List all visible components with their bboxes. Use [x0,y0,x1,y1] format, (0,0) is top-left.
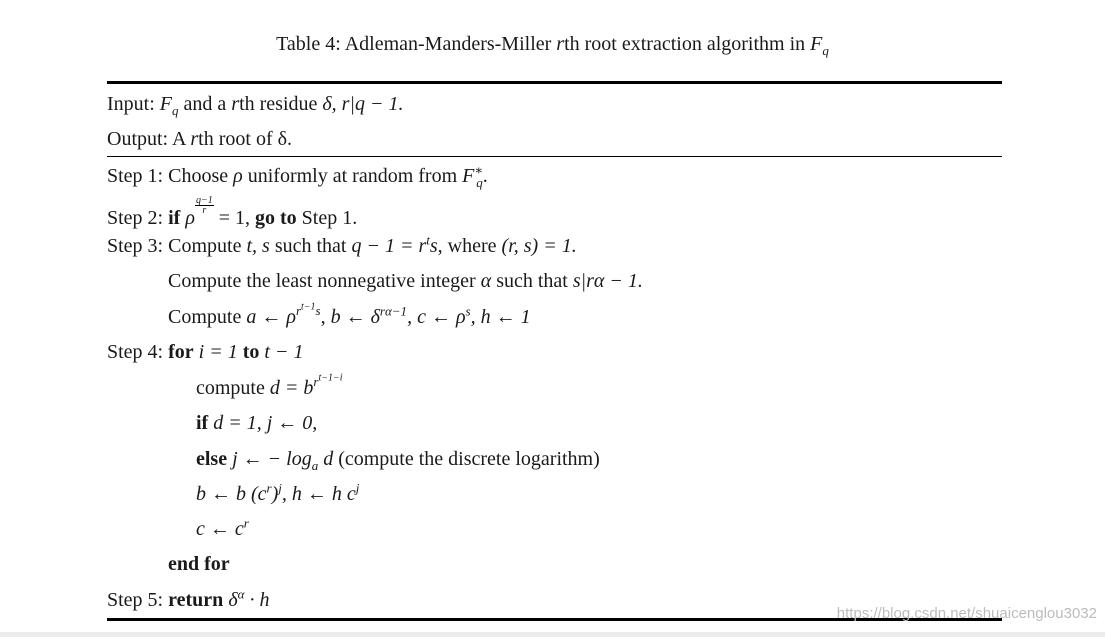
step-4: Step 4: for i = 1 to t − 1 [107,341,304,363]
step-2: Step 2: if ρ $\frac{q-1}{r}$ = 1, go to Step 1. [107,195,358,229]
step-3: Step 3: Compute t, s such that $q - 1 = r^ts$, where (r, s) = 1. [107,232,577,257]
step-4b: if d = 1, j ← 0, [196,412,318,434]
bottom-bar [0,632,1105,637]
top-rule [107,81,1002,84]
step-4c: else j ← − $\log_a d$ (compute the discrete logarithm) [196,448,600,473]
input-line: Input: $F_q$ and a rth residue δ, r|q − 1. [107,93,404,118]
step-3c: Compute a ← $\rho^{r^{t-1}s}$, b ← $\delta^{r\alpha-1}$, c ← $\rho^s$, h ← 1 [168,302,531,328]
end-for: end for [168,553,230,575]
mid-rule [107,156,1002,157]
step-4d: b ← b $(c^r)^j$, h ← h $c^j$ [196,480,360,505]
watermark: https://blog.csdn.net/shuaicenglou3032 [836,605,1097,622]
step-3b: Compute the least nonnegative integer α such that s|rα − 1. [168,270,643,292]
step-1: Step 1: Choose ρ uniformly at random from $F^∗_q$. [107,162,488,190]
step-4e: c ← $c^r$ [196,515,249,540]
step-5: Step 5: return $\delta^\alpha \cdot h$ [107,586,270,611]
step-4a: compute $d = b^{r^{t-1-i}}$ [196,373,343,399]
table-title: Table 4: Adleman-Manders-Miller rth root extraction algorithm in $F_q$ [276,33,829,58]
output-line: Output: A rth root of δ. [107,128,293,150]
